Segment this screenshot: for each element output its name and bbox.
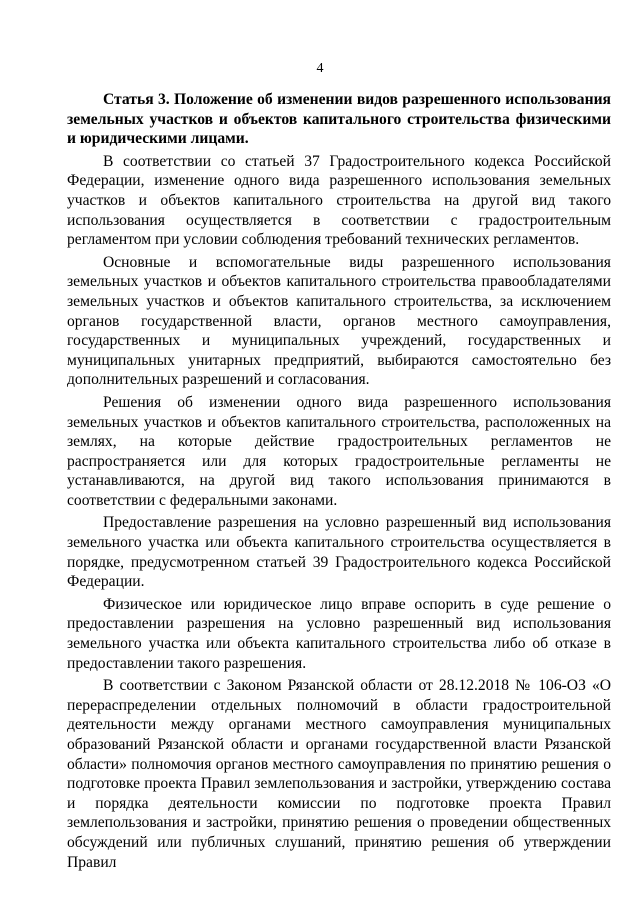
article-heading: Статья 3. Положение об изменении видов разрешенного использования земельных участков и объектов капитального строительства физическими и юридическими лицами. xyxy=(67,91,611,148)
paragraph-1: В соответствии со статьей 37 Градостроительного кодекса Российской Федерации, изменение одного вида разрешенного использования земельных участков и объектов капитального строительства на другой вид такого использования осуществляется в соответствии с градостроительным регламентом при условии соблюдения требований технических регламентов. xyxy=(67,152,611,249)
document-body xyxy=(67,90,611,875)
paragraph-6: В соответствии с Законом Рязанской области от 28.12.2018 № 106-ОЗ «О перераспределении отдельных полномочий в области градостроительной деятельности между органами местного самоуправления муниципальных образований Рязанской области и органами государственной власти Рязанской области» полномочия органов местного самоуправления по принятию решения о подготовке проекта Правил землепользования и застройки, утверждению состава и порядка деятельности комиссии по подготовке проекта Правил землепользования и застройки, принятию решения о проведении общественных обсуждений или публичных слушаний, принятию решения об утверждении Правил xyxy=(67,677,611,871)
page-number: 4 xyxy=(316,61,324,76)
paragraph-4: Предоставление разрешения на условно разрешенный вид использования земельного участка или объекта капитального строительства осуществляется в порядке, предусмотренном статьей 39 Градостроительного кодекса Российской Федерации. xyxy=(67,514,611,591)
paragraph-3: Решения об изменении одного вида разрешенного использования земельных участков и объектов капитального строительства, расположенных на землях, на которые действие градостроительных регламентов не распространяется или для которых градостроительные регламенты не устанавливаются, на другой вид такого использования принимаются в соответствии с федеральными законами. xyxy=(67,393,611,509)
paragraph-5: Физическое или юридическое лицо вправе оспорить в суде решение о предоставлении разрешения на условно разрешенный вид использования земельного участка или объекта капитального строительства либо об отказе в предоставлении такого разрешения. xyxy=(67,595,611,672)
paragraph-2: Основные и вспомогательные виды разрешенного использования земельных участков и объектов капитального строительства правообладателями земельных участков и объектов капитального строительства, за исключением органов государственной власти, органов местного самоуправления, государственных и муниципальных учреждений, государственных и муниципальных унитарных предприятий, выбираются самостоятельно без дополнительных разрешений и согласования. xyxy=(67,253,611,389)
